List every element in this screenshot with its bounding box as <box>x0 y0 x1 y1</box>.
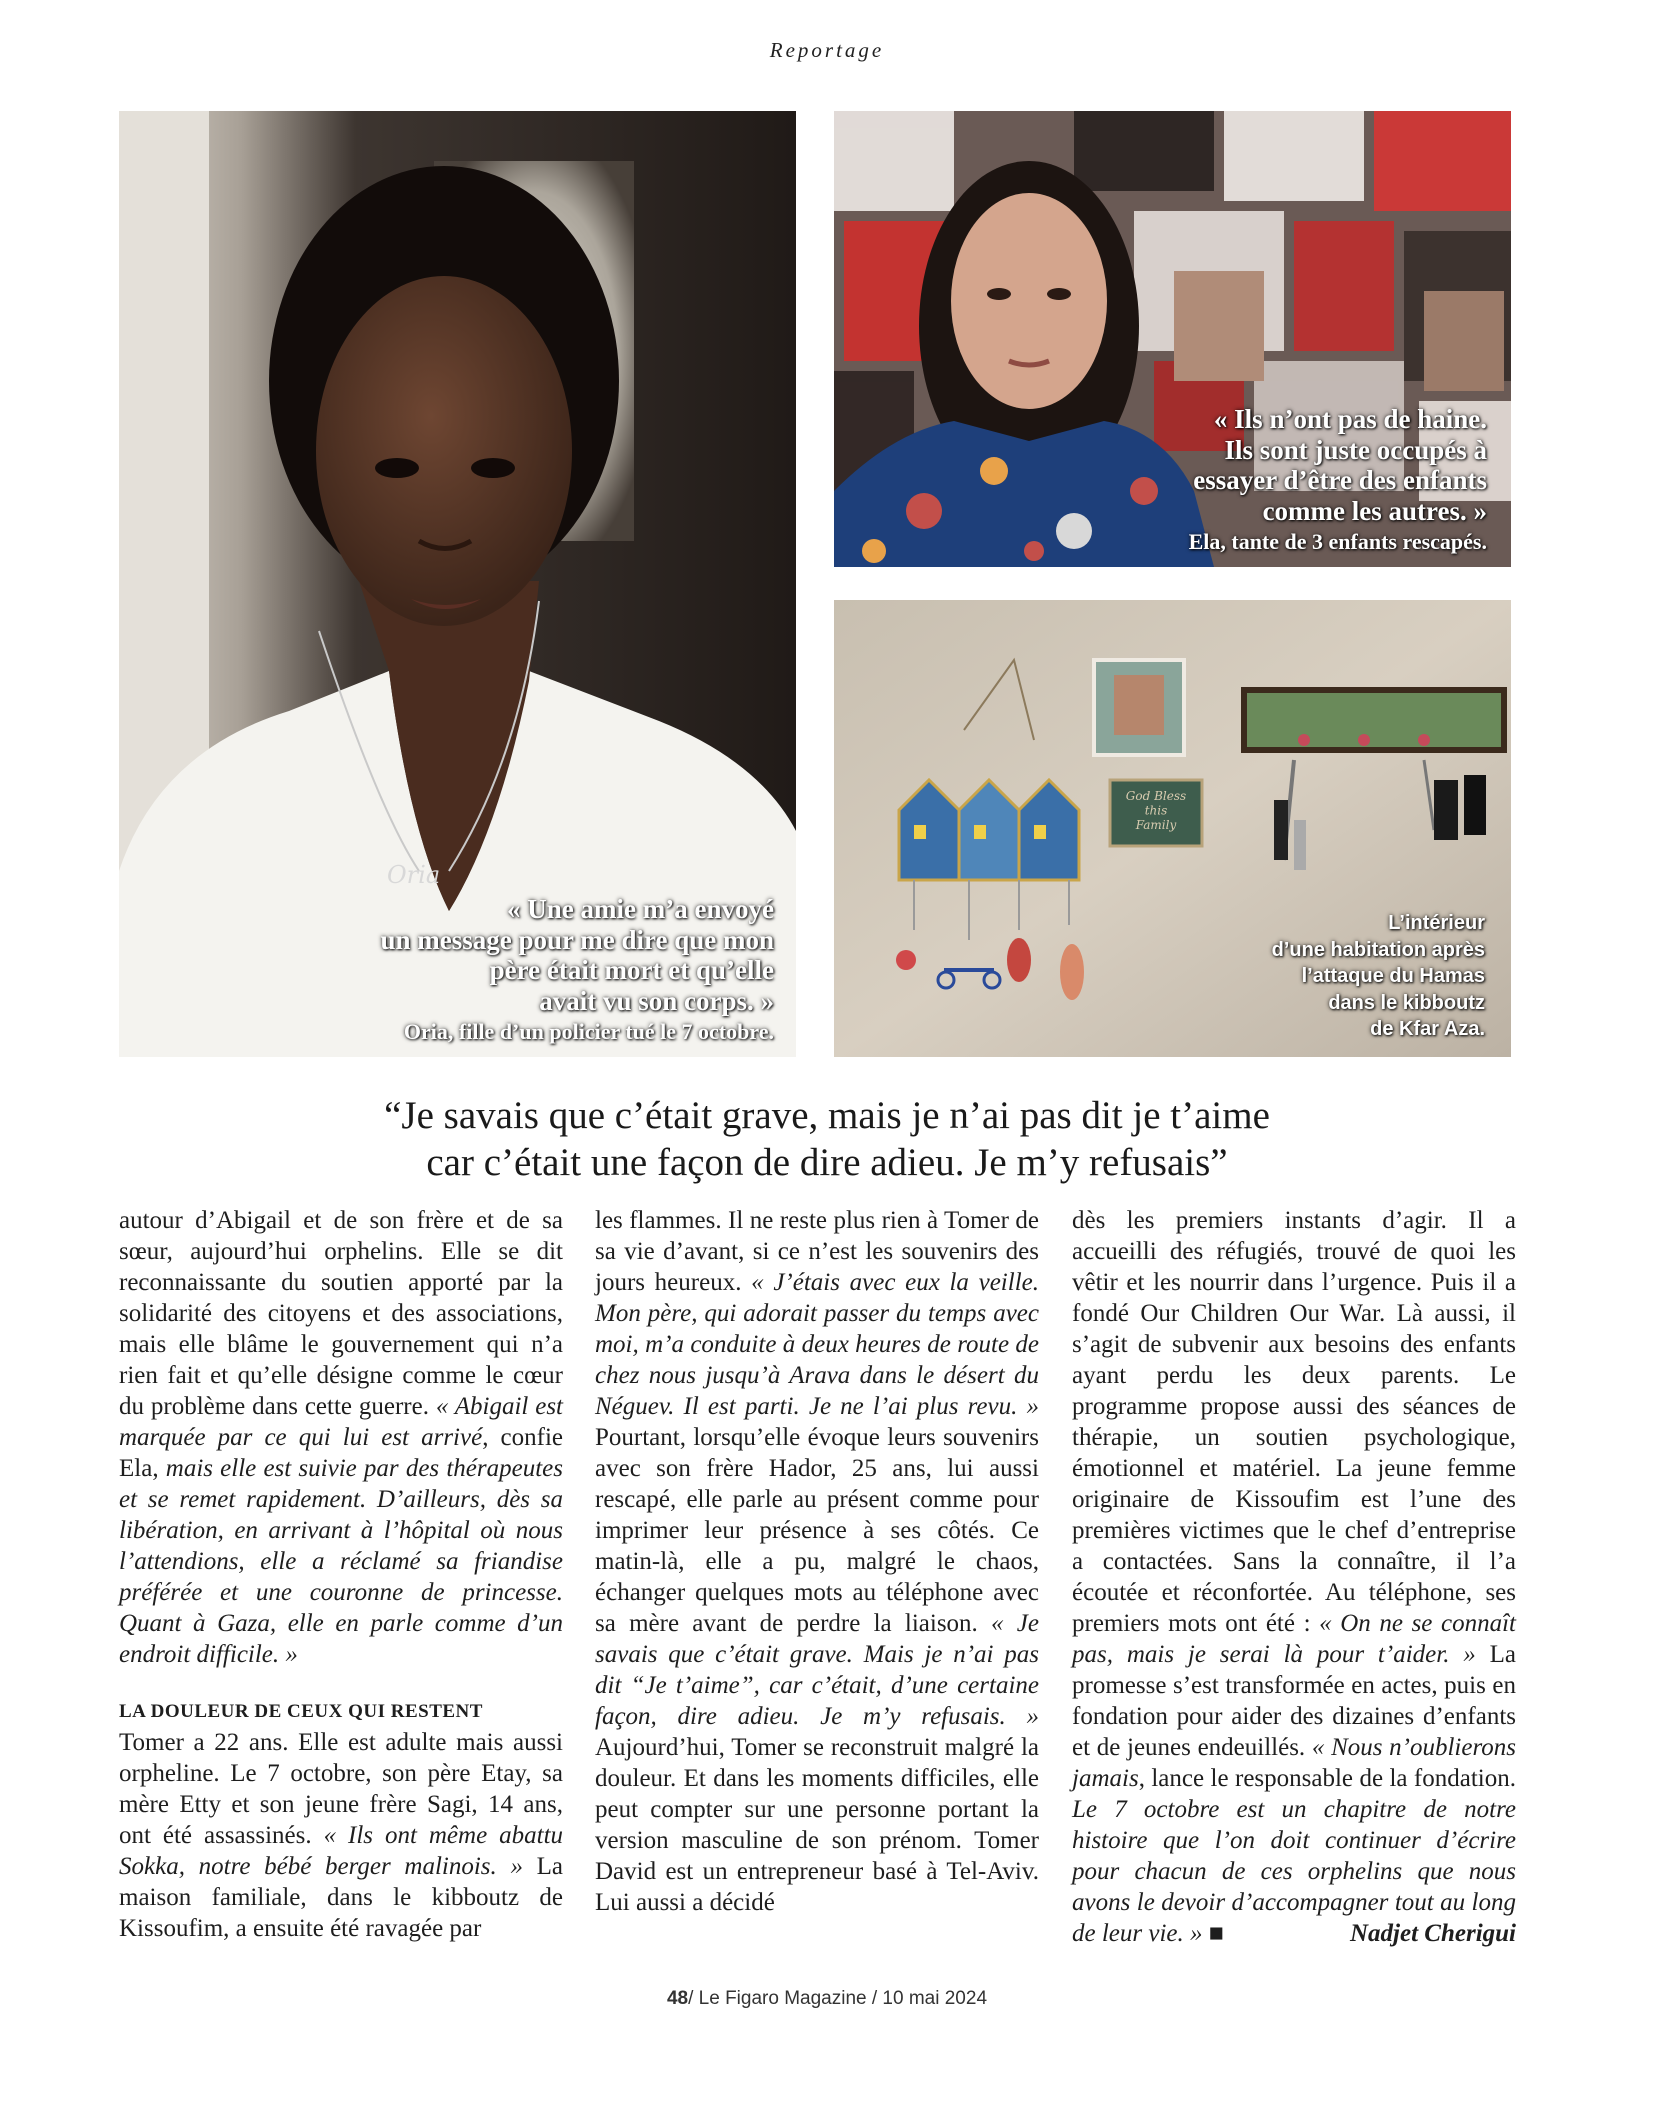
rubric-label: Reportage <box>769 38 885 62</box>
text-span: La promesse s’est transformée en actes, puis en fondation pour aider des dizaines d’enfants et de jeunes endeuillés. <box>1072 1641 1516 1761</box>
column-1-paragraph-2 <box>119 1727 563 1944</box>
plaque-text: God Bless this Family <box>1125 789 1187 832</box>
photo-interior-kfar-aza <box>834 600 1511 1057</box>
quote-span: Le 7 octobre est un chapitre de notre histoire que l’on doit continuer d’écrire pour chacun de ces orphelins que nous avons le devoir d’accompagner tout au long de leur vie. » <box>1072 1796 1516 1947</box>
column-1-paragraph-1 <box>119 1205 563 1670</box>
caption-interior: L’intérieur d’une habitation après l’attaque du Hamas dans le kibboutz de Kfar Aza. <box>1271 912 1485 1041</box>
section-subhead: LA DOULEUR DE CEUX QUI RESTENT <box>119 1701 483 1722</box>
text-span: , confie Ela, <box>119 1424 563 1482</box>
column-2-paragraph <box>595 1205 1039 1918</box>
end-mark: ■ <box>1202 1920 1224 1947</box>
quote-span: « J’étais avec eux la veille. Mon père, qui adorait passer du temps avec moi, m’a conduite à deux heures de route de chez nous jusqu’à Arava dans le désert du Néguev. Il est parti. Je ne l’ai plus revu. » <box>595 1269 1039 1420</box>
quote-oria: « Une amie m’a envoyé un message pour me dire que mon père était mort et qu’elle avait vu son corps. » <box>380 894 774 1016</box>
article-column-3 <box>1072 1205 1516 1949</box>
quote-span: « Je savais que c’était grave. Mais je n’ai pas dit “Je t’aime”, car c’était, d’une certaine façon, dire adieu. Je m’y refusais. » <box>595 1610 1039 1730</box>
photo-ela-portrait <box>834 111 1511 567</box>
article-column-1 <box>119 1205 563 1944</box>
text-span: La maison familiale, dans le kibboutz de Kissoufim, a ensuite été ravagée par <box>119 1853 563 1942</box>
text-span: dès les premiers instants d’agir. Il a accueilli des réfugiés, trouvé de quoi les vêtir et les nourrir dans l’urgence. Puis il a fondé Our Children Our War. Là aussi, il s’agit de subvenir aux besoins des enfants ayant perdu les deux parents. Le programme propose aussi des séances de thérapie, un soutien psychologique, émotionnel et matériel. La jeune femme originaire de Kissoufim est l’une des premières victimes que le chef d’entreprise a contactées. Sans la connaître, il l’a écoutée et réconfortée. Au téléphone, ses premiers mots ont été : <box>1072 1207 1516 1637</box>
publication-info: / Le Figaro Magazine / 10 mai 2024 <box>688 1988 988 2009</box>
quote-span: mais elle est suivie par des thérapeutes et se remet rapidement. D’ailleurs, dès sa libération, en arrivant à l’hôpital où nous l’attendions, elle a réclamé sa friandise préférée et une couronne de princesse. Quant à Gaza, elle en parle comme d’un endroit difficile. » <box>119 1455 563 1668</box>
caption-oria <box>214 894 774 1045</box>
necklace-nameplate: Oria <box>387 861 441 889</box>
text-span: Tomer a 22 ans. Elle est adulte mais aussi orpheline. Le 7 octobre, son père Etay, sa mère Etty et son jeune frère Sagi, 14 ans, ont été assassinés. <box>119 1729 563 1849</box>
author-signature: Nadjet Cherigui <box>1350 1920 1516 1947</box>
text-span: , lance le responsable de la fondation. <box>1138 1765 1516 1792</box>
attribution-oria: Oria, fille d’un policier tué le 7 octobre. <box>403 1019 774 1045</box>
quote-ela: « Ils n’ont pas de haine. Ils sont juste occupés à essayer d’être des enfants comme les autres. » <box>1193 404 1487 526</box>
text-span: Aujourd’hui, Tomer se reconstruit malgré la douleur. Et dans les moments difficiles, elle peut compter sur une personne portant la version masculine de son prénom. Tomer David est un entrepreneur basé à Tel-Aviv. Lui aussi a décidé <box>595 1734 1039 1916</box>
page-number: 48 <box>666 1988 689 2009</box>
page-footer <box>0 1988 1654 2010</box>
caption-ela <box>1067 404 1487 555</box>
quote-span: « On ne se connaît pas, mais je serai là pour t’aider. » <box>1072 1610 1516 1668</box>
photo-oria-portrait <box>119 111 796 1057</box>
column-3-paragraph <box>1072 1205 1516 1949</box>
quote-span: « Ils ont même abattu Sokka, notre bébé berger malinois. » <box>119 1822 564 1880</box>
quote-span: « Abigail est marquée par ce qui lui est arrivé <box>119 1393 563 1451</box>
pull-quote: “Je savais que c’était grave, mais je n’ai pas dit je t’aime car c’était une façon de dire adieu. Je m’y refusais” <box>384 1094 1270 1184</box>
quote-span: « Nous n’oublierons jamais <box>1072 1734 1516 1792</box>
text-span: autour d’Abigail et de son frère et de sa sœur, aujourd’hui orphelins. Elle se dit reconnaissante du soutien apporté par la solidarité des citoyens et des associations, mais elle blâme le gouvernement qui n’a rien fait et qu’elle désigne comme le cœur du problème dans cette guerre. <box>119 1207 563 1420</box>
attribution-ela: Ela, tante de 3 enfants rescapés. <box>1188 529 1487 555</box>
text-span: Pourtant, lorsqu’elle évoque leurs souvenirs avec son frère Hador, 25 ans, lui aussi rescapé, elle parle au présent comme pour imprimer leur présence à ses côtés. Ce matin-là, elle a pu, malgré le chaos, échanger quelques mots au téléphone avec sa mère avant de perdre la liaison. <box>595 1424 1039 1637</box>
text-span: les flammes. Il ne reste plus rien à Tomer de sa vie d’avant, si ce n’est les souvenirs des jours heureux. <box>595 1207 1039 1296</box>
article-column-2 <box>595 1205 1039 1918</box>
